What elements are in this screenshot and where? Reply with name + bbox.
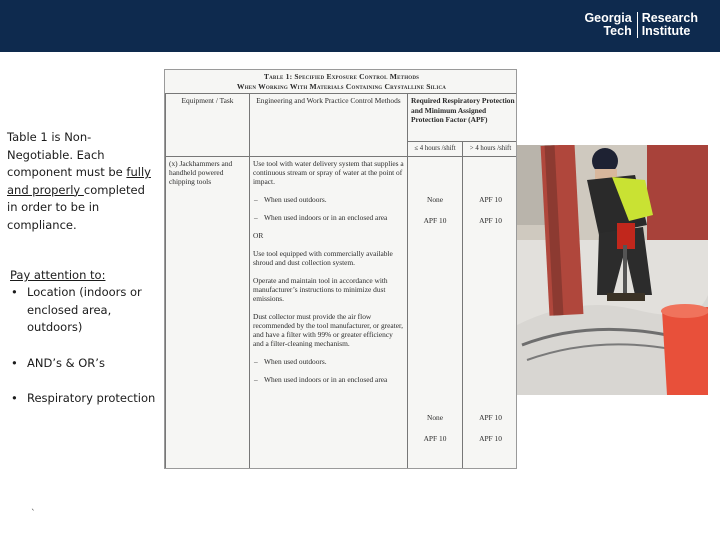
list-item: • AND’s & OR’s [10,355,160,372]
table-caption [165,72,517,92]
exposure-control-table [165,93,517,469]
logo-text-institute: Institute [641,24,691,38]
value-cell: APF 10 [479,412,502,422]
note-text-underlined: fully and properly [7,165,151,197]
value-cell: None [426,412,443,422]
caption-line-2: When Working With Materials Containing Crystalline Silica [236,82,447,91]
table-scan-image [164,69,517,469]
task-cell: (x) Jackhammers and handheld powered chipping tools [166,156,250,469]
attention-title: Pay attention to: [10,268,106,282]
method-maintain: Operate and maintain tool in accordance with manufacturer’s instructions to minimize dust emissions. [253,275,388,303]
logo-text-tech: Tech [603,24,632,38]
attention-list [10,267,160,407]
header-bar [0,0,720,52]
row-indoors: – When used indoors or in an enclosed area [253,213,404,222]
value-cell: APF 10 [423,215,447,225]
col-header-methods: Engineering and Work Practice Control Methods [250,94,408,157]
subheader-le4: ≤ 4 hours /shift [408,142,463,157]
note-text-1: Table 1 is Non-Negotiable. Each component must be [7,130,127,180]
row-indoors-2: – When used indoors or in an enclosed area [253,375,404,384]
logo-georgia-tech [584,12,636,38]
or-label: OR [253,230,264,240]
values-le4 [408,156,463,469]
logo-text-georgia: Georgia [584,11,632,25]
caption-line-1: Table 1: Specified Exposure Control Methods [263,72,420,81]
list-item: • Location (indoors or enclosed area, outdoors) [10,284,160,336]
logo-research-institute [638,12,698,38]
photo-illustration [517,145,708,395]
row-outdoors-2: – When used outdoors. [253,357,404,366]
note-text-2: completed in order to be in compliance. [7,182,145,232]
table-note [7,129,157,235]
col-header-equipment: Equipment / Task [166,94,250,157]
worker-jackhammer-photo [517,145,708,395]
stray-mark: ` [31,509,36,519]
methods-cell [250,156,408,469]
value-cell: APF 10 [423,433,447,443]
value-cell: APF 10 [479,433,502,443]
method-water: Use tool with water delivery system that supplies a continuous stream or spray of water at the point of impact. [253,158,404,186]
subheader-gt4: > 4 hours /shift [463,142,518,157]
value-cell: APF 10 [479,215,502,225]
row-outdoors: – When used outdoors. [253,195,404,204]
value-cell: None [426,194,443,204]
col-header-required: Required Respiratory Protection and Minimum Assigned Protection Factor (APF) [408,94,518,142]
gtri-logo [584,12,698,38]
attention-items [10,284,160,407]
list-item: • Respiratory protection [10,390,160,407]
values-gt4 [463,156,518,469]
value-cell: APF 10 [479,194,502,204]
method-dust-collector: Dust collector must provide the air flow recommended by the tool manufacturer, or greater, and have a filter with 99% or greater efficiency and a filter-cleaning mechanism. [253,311,404,348]
logo-text-research: Research [641,11,698,25]
method-shroud: Use tool equipped with commercially available shroud and dust collection system. [253,248,393,267]
